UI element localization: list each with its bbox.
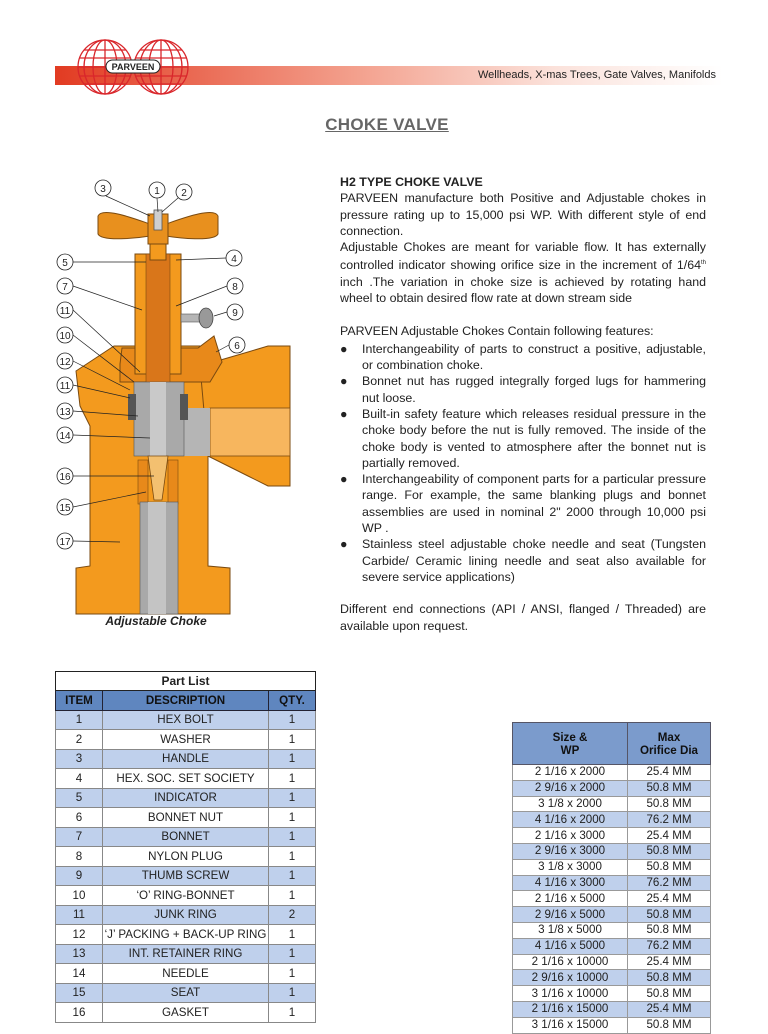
feature-text: Bonnet nut has rugged integrally forged lugs for hammering nut loose. [362, 374, 706, 405]
cell-size-wp: 2 1/16 x 5000 [513, 891, 628, 907]
cell-size-wp: 3 1/16 x 10000 [513, 986, 628, 1002]
table-row [513, 812, 711, 828]
orifice-header-line1: Max [657, 730, 681, 744]
cell-size-wp: 4 1/16 x 3000 [513, 875, 628, 891]
feature-item [340, 536, 706, 585]
column-size-wp [513, 723, 628, 765]
cell-max-orifice: 50.8 MM [628, 986, 711, 1002]
callout-10: 10 [59, 331, 71, 342]
cell-item: 6 [56, 808, 103, 828]
table-row [513, 796, 711, 812]
cell-description: INT. RETAINER RING [103, 944, 269, 964]
table-row [56, 847, 316, 867]
table-row [56, 827, 316, 847]
callout-14: 14 [59, 431, 71, 442]
cell-qty: 1 [269, 925, 316, 945]
logo-text: PARVEEN [111, 62, 155, 72]
cell-size-wp: 2 1/16 x 3000 [513, 828, 628, 844]
size-header-line2: WP [560, 743, 580, 757]
valve-handle [98, 210, 218, 244]
cell-size-wp: 3 1/16 x 15000 [513, 1017, 628, 1033]
callout-12: 12 [59, 357, 71, 368]
cell-size-wp: 2 9/16 x 3000 [513, 843, 628, 859]
cell-size-wp: 4 1/16 x 5000 [513, 938, 628, 954]
callout-9: 9 [232, 308, 238, 319]
cell-size-wp: 2 1/16 x 2000 [513, 765, 628, 781]
callout-6: 6 [234, 341, 240, 352]
cell-item: 16 [56, 1003, 103, 1023]
table-row [56, 730, 316, 750]
adjustable-paragraph [340, 239, 706, 306]
callout-13: 13 [59, 407, 71, 418]
cell-qty: 1 [269, 964, 316, 984]
cell-max-orifice: 50.8 MM [628, 843, 711, 859]
table-row [56, 769, 316, 789]
choke-valve-illustration [50, 176, 300, 616]
cell-item: 14 [56, 964, 103, 984]
figure-caption: Adjustable Choke [105, 614, 207, 628]
table-row [56, 710, 316, 730]
table-row [513, 780, 711, 796]
column-max-orifice [628, 723, 711, 765]
table-row [56, 983, 316, 1003]
feature-list [340, 341, 706, 585]
bullet-icon: ● [340, 374, 348, 389]
cell-size-wp: 2 9/16 x 2000 [513, 780, 628, 796]
cell-qty: 1 [269, 769, 316, 789]
section-heading: H2 TYPE CHOKE VALVE [340, 175, 483, 189]
cell-description: THUMB SCREW [103, 866, 269, 886]
column-qty: QTY. [269, 691, 316, 711]
table-row [513, 859, 711, 875]
cell-max-orifice: 50.8 MM [628, 1017, 711, 1033]
feature-text: Interchangeability of parts to construct a positive, adjustable, or combination choke. [362, 341, 706, 373]
page-title: CHOKE VALVE [325, 115, 449, 134]
part-list-title: Part List [56, 672, 316, 691]
table-row [513, 828, 711, 844]
closing-paragraph: Different end connections (API / ANSI, flanged / Threaded) are available upon request. [340, 602, 706, 633]
cell-description: JUNK RING [103, 905, 269, 925]
superscript-th: th [700, 260, 706, 267]
cell-item: 10 [56, 886, 103, 906]
cell-item: 7 [56, 827, 103, 847]
cell-size-wp: 2 9/16 x 5000 [513, 907, 628, 923]
header-tagline: Wellheads, X-mas Trees, Gate Valves, Manifolds [477, 69, 716, 81]
cell-max-orifice: 25.4 MM [628, 765, 711, 781]
cell-item: 8 [56, 847, 103, 867]
cell-description: BONNET NUT [103, 808, 269, 828]
table-row [56, 1003, 316, 1023]
callout-5: 5 [62, 258, 68, 269]
cell-qty: 1 [269, 847, 316, 867]
cell-max-orifice: 25.4 MM [628, 954, 711, 970]
cell-max-orifice: 50.8 MM [628, 796, 711, 812]
column-item: ITEM [56, 691, 103, 711]
parveen-logo [76, 36, 190, 98]
cell-qty: 1 [269, 788, 316, 808]
cell-qty: 1 [269, 827, 316, 847]
callout-16: 16 [59, 472, 71, 483]
cell-item: 2 [56, 730, 103, 750]
cell-max-orifice: 76.2 MM [628, 938, 711, 954]
table-row [513, 954, 711, 970]
cell-qty: 1 [269, 730, 316, 750]
callout-15: 15 [59, 503, 71, 514]
cell-description: NEEDLE [103, 964, 269, 984]
cell-max-orifice: 50.8 MM [628, 970, 711, 986]
cell-description: GASKET [103, 1003, 269, 1023]
cell-description: HEX. SOC. SET SOCIETY [103, 769, 269, 789]
feature-item [340, 406, 706, 471]
cell-max-orifice: 76.2 MM [628, 812, 711, 828]
table-row [513, 765, 711, 781]
table-row [513, 843, 711, 859]
cell-size-wp: 4 1/16 x 2000 [513, 812, 628, 828]
intro-paragraph: PARVEEN manufacture both Positive and Adjustable chokes in pressure rating up to 15,000 psi WP. With different style of end connection. [340, 191, 706, 238]
cell-max-orifice: 76.2 MM [628, 875, 711, 891]
table-row [513, 970, 711, 986]
bullet-icon: ● [340, 341, 348, 356]
table-row [513, 1017, 711, 1033]
table-row [56, 964, 316, 984]
bullet-icon: ● [340, 472, 348, 487]
table-row [56, 886, 316, 906]
cell-item: 11 [56, 905, 103, 925]
cell-description: INDICATOR [103, 788, 269, 808]
cell-item: 3 [56, 749, 103, 769]
adjustable-text-a: Adjustable Chokes are meant for variable flow. It has externally controlled indicator showing orifice size in the increment of 1/64 [340, 240, 706, 273]
cell-description: WASHER [103, 730, 269, 750]
cell-qty: 1 [269, 983, 316, 1003]
table-row [513, 1001, 711, 1017]
cell-qty: 1 [269, 710, 316, 730]
cell-max-orifice: 50.8 MM [628, 859, 711, 875]
cell-max-orifice: 50.8 MM [628, 907, 711, 923]
feature-text: Stainless steel adjustable choke needle and seat (Tungsten Carbide/ Ceramic lining needle and seat also available for severe service applications) [362, 537, 706, 584]
callout-11b: 11 [59, 381, 71, 392]
cell-qty: 1 [269, 1003, 316, 1023]
feature-item [340, 341, 706, 374]
callout-4: 4 [231, 254, 237, 265]
table-row [56, 808, 316, 828]
callout-2: 2 [181, 188, 187, 199]
callout-11a: 11 [59, 306, 71, 317]
table-row [56, 749, 316, 769]
orifice-header-line2: Orifice Dia [640, 743, 698, 757]
table-row [513, 938, 711, 954]
cell-description: SEAT [103, 983, 269, 1003]
adjustable-text-b: inch .The variation in choke size is achieved by rotating hand wheel to obtain desired flow rate at down stream side [340, 274, 706, 306]
valve-body [76, 240, 290, 614]
table-row [513, 922, 711, 938]
cell-item: 13 [56, 944, 103, 964]
cell-qty: 1 [269, 866, 316, 886]
table-row [513, 891, 711, 907]
cell-item: 5 [56, 788, 103, 808]
callout-1: 1 [154, 186, 160, 197]
cell-size-wp: 2 9/16 x 10000 [513, 970, 628, 986]
callout-7: 7 [62, 282, 68, 293]
table-row [513, 907, 711, 923]
column-description: DESCRIPTION [103, 691, 269, 711]
cell-item: 12 [56, 925, 103, 945]
cell-qty: 1 [269, 886, 316, 906]
callout-3: 3 [100, 184, 106, 195]
callout-17: 17 [59, 537, 71, 548]
description [340, 174, 706, 634]
cell-description: HANDLE [103, 749, 269, 769]
cell-description: NYLON PLUG [103, 847, 269, 867]
cell-size-wp: 3 1/8 x 5000 [513, 922, 628, 938]
table-row [56, 944, 316, 964]
features-intro: PARVEEN Adjustable Chokes Contain following features: [340, 323, 654, 338]
feature-text: Interchangeability of component parts for a particular pressure range. For example, the same blanking plugs and bonnet assemblies are used in nominal 2" 2000 through 10,000 psi WP . [362, 472, 706, 536]
cell-item: 15 [56, 983, 103, 1003]
table-row [56, 866, 316, 886]
cell-size-wp: 3 1/8 x 3000 [513, 859, 628, 875]
cell-item: 9 [56, 866, 103, 886]
cell-item: 4 [56, 769, 103, 789]
cell-qty: 1 [269, 749, 316, 769]
cell-size-wp: 2 1/16 x 15000 [513, 1001, 628, 1017]
cell-max-orifice: 25.4 MM [628, 1001, 711, 1017]
cell-max-orifice: 50.8 MM [628, 922, 711, 938]
cell-max-orifice: 25.4 MM [628, 828, 711, 844]
table-row [56, 905, 316, 925]
table-row [513, 875, 711, 891]
cell-size-wp: 3 1/8 x 2000 [513, 796, 628, 812]
cell-description: ‘J’ PACKING + BACK-UP RING [103, 925, 269, 945]
part-list-table [55, 671, 316, 1023]
table-row [56, 788, 316, 808]
table-row [513, 986, 711, 1002]
cell-qty: 2 [269, 905, 316, 925]
feature-item [340, 471, 706, 536]
cell-size-wp: 2 1/16 x 10000 [513, 954, 628, 970]
cell-description: ‘O’ RING-BONNET [103, 886, 269, 906]
size-header-line1: Size & [552, 730, 588, 744]
cell-qty: 1 [269, 944, 316, 964]
bullet-icon: ● [340, 537, 348, 552]
cell-max-orifice: 50.8 MM [628, 780, 711, 796]
cell-item: 1 [56, 710, 103, 730]
callout-8: 8 [232, 282, 238, 293]
bullet-icon: ● [340, 406, 348, 421]
feature-item [340, 373, 706, 406]
cell-description: HEX BOLT [103, 710, 269, 730]
feature-text: Built-in safety feature which releases residual pressure in the choke body before the nut is fully removed. The inside of the choke body is vented to atmosphere after the bonnet nut is partially removed. [362, 406, 706, 470]
table-row [56, 925, 316, 945]
cell-description: BONNET [103, 827, 269, 847]
thumb-screw [181, 308, 213, 328]
size-orifice-table [512, 722, 711, 1034]
cell-max-orifice: 25.4 MM [628, 891, 711, 907]
cell-qty: 1 [269, 808, 316, 828]
